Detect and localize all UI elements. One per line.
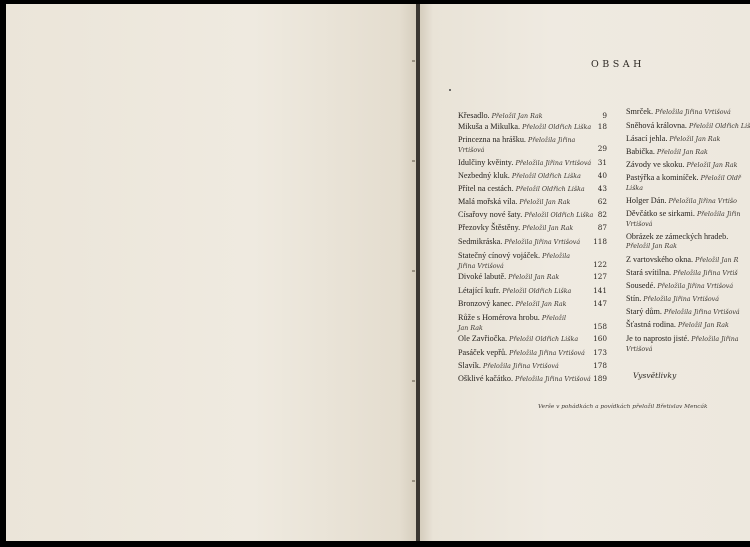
toc-page-number: 18: [597, 122, 607, 131]
toc-entry: [626, 134, 720, 144]
toc-entry-translator: Přeložila Jiřina: [691, 336, 739, 343]
toc-entry-translator: Přeložila Jiřina Vrtišová: [515, 160, 592, 167]
toc-page-number: 158: [593, 322, 607, 331]
toc-entry-translator: Přeložila Jiřina Vrtišová: [663, 309, 740, 316]
toc-heading: OBSAH: [591, 59, 645, 70]
toc-entry: [626, 255, 738, 265]
toc-entry-title: Babička.: [626, 147, 657, 156]
toc-entry-title: Přítel na cestách.: [458, 184, 516, 193]
toc-entry: [458, 111, 543, 121]
toc-entry: [626, 147, 708, 157]
toc-entry-title: Sedmikráska.: [458, 237, 505, 246]
toc-entry-translator: Přeložil Jan Rak: [515, 301, 567, 308]
toc-page-number: 87: [597, 223, 607, 232]
toc-entry-translator: Přeložil: [541, 315, 567, 322]
toc-entry-title: Přezovky Štěstěny.: [458, 223, 523, 232]
binding-stitch: [412, 160, 415, 162]
toc-page-number: 62: [597, 197, 607, 206]
toc-entry-translator: Přeložil Oldřich Liška: [502, 288, 572, 295]
left-page: [6, 4, 416, 541]
toc-entry-translator: Přeložila Jiřina Vrtiš: [673, 270, 738, 277]
toc-entry-title: Pasáček vepřů.: [458, 348, 510, 357]
binding-stitch: [412, 60, 415, 62]
binding-stitch: [412, 270, 415, 272]
right-page: [420, 4, 750, 541]
toc-entry-title: Mikuša a Mikulka.: [458, 122, 523, 131]
toc-entry: [458, 299, 566, 309]
toc-entry-translator-cont: Jan Rak: [458, 325, 483, 332]
toc-entry-translator: Přeložil Oldřich Liška: [509, 336, 579, 343]
toc-entry-title: Idulčiny kvěinty.: [458, 158, 516, 167]
toc-entry-title: Princezna na hrášku.: [458, 135, 529, 144]
toc-entry-title: Sousedé.: [626, 281, 658, 290]
toc-entry-title: Pastýřka a kominíček.: [626, 173, 701, 182]
toc-entry: [458, 286, 571, 296]
toc-entry-title: Císařovy nové šaty.: [458, 210, 525, 219]
toc-entry-translator-cont: Vrtišová: [458, 147, 485, 154]
toc-entry-translator-cont: Vrtišová: [626, 221, 653, 228]
toc-entry-translator: Přeložil Jan Rak: [508, 274, 560, 281]
toc-entry-translator: Přeložil Jan Rak: [491, 113, 543, 120]
toc-entry-title: Nezbedný kluk.: [458, 171, 512, 180]
toc-entry-translator: Přeložila Jiřina Vrtišová: [483, 363, 559, 370]
toc-entry: [626, 268, 738, 278]
toc-page-number: 189: [593, 374, 607, 383]
toc-entry: [458, 237, 580, 247]
toc-entry-translator: Přeložil Oldřich Liš: [688, 123, 750, 130]
toc-entry-title: Stará svítilna.: [626, 268, 674, 277]
toc-entry-translator: Přeložil Oldřich Liška: [515, 186, 585, 193]
toc-entry: [626, 232, 728, 251]
toc-entry-title: Šťastná rodina.: [626, 320, 678, 329]
toc-entry: [626, 307, 740, 317]
toc-entry: [458, 210, 593, 220]
toc-entry-title: Obrázek ze zámeckých hradeb.: [626, 232, 729, 241]
toc-entry-translator: Přeložila Jiřina Vrtišová: [509, 350, 585, 357]
toc-entry-title: Stín.: [626, 294, 644, 303]
toc-page-number: 160: [593, 334, 607, 343]
toc-entry-translator: Přeložil Oldřich Liška: [524, 212, 594, 219]
toc-entry: [626, 160, 737, 170]
toc-entry-title: Křesadlo.: [458, 111, 492, 120]
toc-entry-title: Bronzový kanec.: [458, 299, 516, 308]
toc-page-number: 31: [597, 158, 607, 167]
toc-entry-title: Děvčátko se sirkami.: [626, 209, 697, 218]
toc-entry-title: Starý dům.: [626, 307, 664, 316]
toc-entry-translator: Přeložil Jan Rak: [522, 225, 574, 232]
toc-entry: [626, 196, 737, 206]
toc-entry-title: Statečný cínový vojáček.: [458, 251, 543, 260]
toc-entry-translator: Přeložila Jiřina Vrtišo: [668, 198, 737, 205]
toc-entry-title: Je to naprosto jisté.: [626, 334, 692, 343]
toc-entry: [458, 197, 570, 207]
toc-entry-title: Z vartovského okna.: [626, 255, 696, 264]
toc-entry: [458, 361, 559, 371]
toc-page-number: 178: [593, 361, 607, 370]
toc-entry-translator: Přeložila: [542, 253, 571, 260]
binding-stitch: [412, 380, 415, 382]
toc-entry-translator-cont: Vrtišová: [626, 346, 653, 353]
toc-entry-translator: Přeložil Jan Rak: [656, 149, 708, 156]
toc-entry-translator: Přeložila Jiřina Vrtišová: [655, 109, 731, 116]
toc-entry: [626, 173, 741, 193]
toc-entry: [458, 135, 575, 155]
toc-entry-title: Sněhová královna.: [626, 121, 689, 130]
toc-entry: [626, 334, 739, 354]
toc-entry-translator: Přeložila Jiřina: [528, 137, 576, 144]
toc-entry-translator: Přeložil Oldřich Liška: [522, 124, 592, 131]
toc-entry: [458, 171, 581, 181]
toc-entry-translator-cont: Přeložil Jan Rak: [626, 243, 677, 250]
binding-stitch: [412, 480, 415, 482]
toc-entry: [626, 320, 729, 330]
toc-entry-translator: Přeložila Jiřina Vrtišová: [515, 376, 591, 383]
toc-entry-title: Růže s Homérova hrobu.: [458, 313, 542, 322]
verse-translator-note: Verše v pohádkách a povídkách přeložil Břetislav Mencák: [538, 404, 708, 410]
toc-entry-translator-cont: Liška: [626, 185, 643, 192]
toc-entry-translator: Přeložil Oldřich Liška: [511, 173, 581, 180]
toc-entry-title: Lásací jehla.: [626, 134, 670, 143]
toc-entry: [626, 107, 731, 117]
toc-page-number: 173: [593, 348, 607, 357]
toc-entry-translator: Přeložila Jiřina Vrtišová: [657, 283, 734, 290]
toc-entry: [458, 334, 578, 344]
toc-entry: [458, 184, 585, 194]
toc-entry-translator: Přeložila Jiřina Vrtišová: [504, 239, 581, 246]
ink-speck: [449, 89, 451, 91]
toc-entry-title: Divoké labutě.: [458, 272, 509, 281]
toc-page-number: 118: [593, 237, 607, 246]
toc-entry: [458, 158, 591, 168]
toc-page-number: 141: [593, 286, 607, 295]
toc-entry: [458, 313, 566, 333]
toc-entry-title: Závody ve skoku.: [626, 160, 687, 169]
toc-page-number: 122: [593, 260, 607, 269]
toc-entry: [626, 209, 740, 229]
toc-page-number: 9: [602, 111, 607, 120]
toc-page-number: 82: [597, 210, 607, 219]
toc-entry: [458, 223, 573, 233]
toc-entry: [626, 121, 750, 131]
toc-entry-translator: Přeložil Jan Rak: [677, 322, 729, 329]
toc-page-number: 147: [593, 299, 607, 308]
toc-entry-translator: Přeložila Jiřina Vrtišová: [643, 296, 719, 303]
toc-entry: [458, 272, 559, 282]
toc-entry: [458, 251, 570, 271]
toc-page-number: 127: [593, 272, 607, 281]
toc-entry-title: Ole Zavřiočka.: [458, 334, 510, 343]
toc-entry: [458, 374, 591, 384]
toc-entry-title: Ošklivé kačátko.: [458, 374, 516, 383]
toc-entry-title: Malá mořská víla.: [458, 197, 520, 206]
toc-entry: [458, 348, 585, 358]
toc-entry-title: Slavík.: [458, 361, 484, 370]
toc-page-number: 40: [597, 171, 607, 180]
toc-entry-translator: Přeložil Jan Rak: [669, 136, 721, 143]
appendix-label: Vysvětlivky: [633, 371, 677, 380]
toc-entry-translator: Přeložil Jan R: [695, 257, 739, 264]
toc-entry-translator: Přeložila Jiřin: [696, 211, 741, 218]
toc-entry-title: Smrček.: [626, 107, 656, 116]
toc-entry-title: Holger Dán.: [626, 196, 669, 205]
toc-page-number: 29: [597, 144, 607, 153]
toc-entry: [458, 122, 591, 132]
toc-entry: [626, 294, 719, 304]
toc-entry-translator: Přeložil Oldř: [700, 175, 741, 182]
toc-page-number: 43: [597, 184, 607, 193]
toc-entry: [626, 281, 733, 291]
toc-entry-translator-cont: Jiřina Vrtišová: [458, 263, 504, 270]
toc-entry-translator: Přeložil Jan Rak: [519, 199, 571, 206]
toc-entry-title: Létající kufr.: [458, 286, 503, 295]
toc-entry-translator: Přeložil Jan Rak: [686, 162, 738, 169]
